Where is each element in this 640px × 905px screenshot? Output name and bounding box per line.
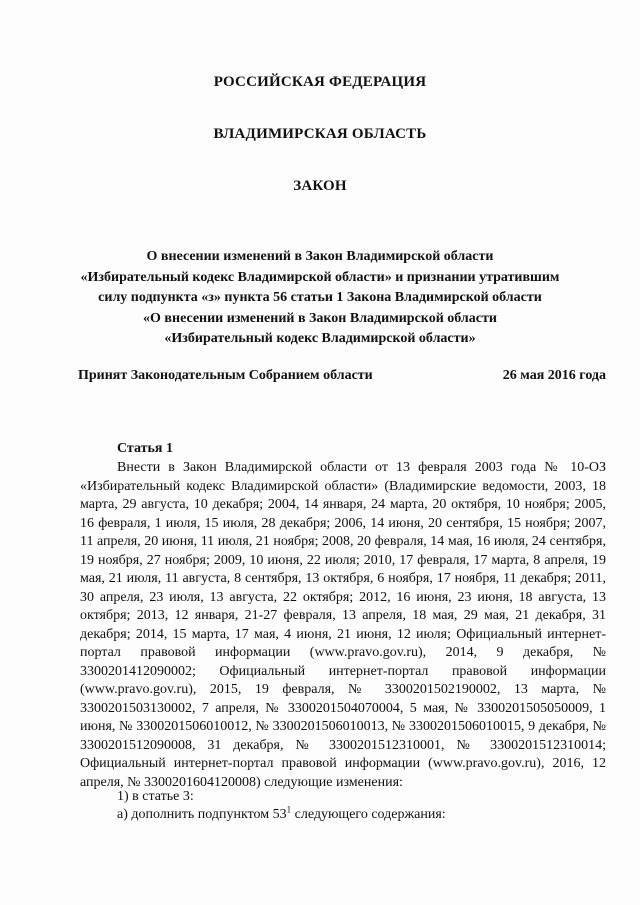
law-title (40, 247, 600, 350)
list-item-1: 1) в статье 3: (117, 789, 194, 804)
law-title-line: «О внесении изменений в Закон Владимирской области (143, 310, 497, 326)
country-heading: РОССИЙСКАЯ ФЕДЕРАЦИЯ (213, 74, 427, 90)
law-title-line: «Избирательный кодекс Владимирской области» (164, 331, 476, 346)
adopted-date: 26 мая 2016 года (502, 368, 606, 383)
list-item-a-superscript: 1 (286, 804, 292, 815)
list-item-a (117, 804, 446, 823)
article-heading: Статья 1 (117, 441, 173, 456)
list-item-a-prefix: а) дополнить подпунктом 53 (117, 807, 287, 822)
region-heading: ВЛАДИМИРСКАЯ ОБЛАСТЬ (213, 126, 427, 142)
doc-type-heading: ЗАКОН (293, 178, 347, 194)
law-title-line: О внесении изменений в Закон Владимирской области (146, 249, 494, 264)
adopted-by: Принят Законодательным Собранием области (78, 368, 373, 383)
list-item-a-suffix: следующего содержания: (291, 807, 446, 822)
article-body: Внести в Закон Владимирской области от 13 февраля 2003 года № 10-ОЗ «Избирательный кодекс Владимирской области» (Владимирские ведомости, 2003, 18 марта, 29 августа, 10 декабря; 2004, 14 января, 24 марта, 20 октября, 10 ноября; 2005, 16 февраля, 1 июля, 15 июля, 28 декабря; 2006, 14 июня, 20 сентября, 15 ноября; 2007, 11 апреля, 20 июня, 11 июля, 21 ноября; 2008, 20 февраля, 14 мая, 16 июля, 24 сентября, 19 ноября, 27 ноября; 2009, 10 июня, 22 июля; 2010, 17 февраля, 17 марта, 8 апреля, 19 мая, 21 июля, 11 августа, 8 сентября, 13 октября, 6 ноября, 17 ноября, 11 декабря; 2011, 30 апреля, 23 июля, 13 августа, 22 октября; 2012, 16 июня, 23 июня, 18 августа, 13 октября; 2013, 12 января, 21-27 февраля, 13 апреля, 18 мая, 29 мая, 21 декабря, 31 декабря; 2014, 15 марта, 17 мая, 4 июня, 21 июня, 12 июля; Официальный интернет-портал правовой информации (www.pravo.gov.ru), 2014, 9 декабря, № 3300201412090002; Официальный интернет-портал правовой информации (www.pravo.gov.ru), 2015, 19 февраля, № 3300201502190002, 13 марта, № 3300201503130002, 7 апреля, № 3300201504070004, 5 мая, № 3300201505050009, 1 июня, № 3300201506010012, № 3300201506010013, № 3300201506010015, 9 декабря, № 3300201512090008, 31 декабря, № 3300201512310001, № 3300201512310014; Официальный интернет-портал правовой информации (www.pravo.gov.ru), 2016, 12 апреля, № 3300201604120008) следующие изменения: (80, 460, 606, 790)
law-title-line: «Избирательный кодекс Владимирской области» и признании утратившим (80, 269, 560, 285)
law-title-line: силу подпункта «з» пункта 56 статьи 1 Закона Владимирской области (98, 290, 542, 305)
